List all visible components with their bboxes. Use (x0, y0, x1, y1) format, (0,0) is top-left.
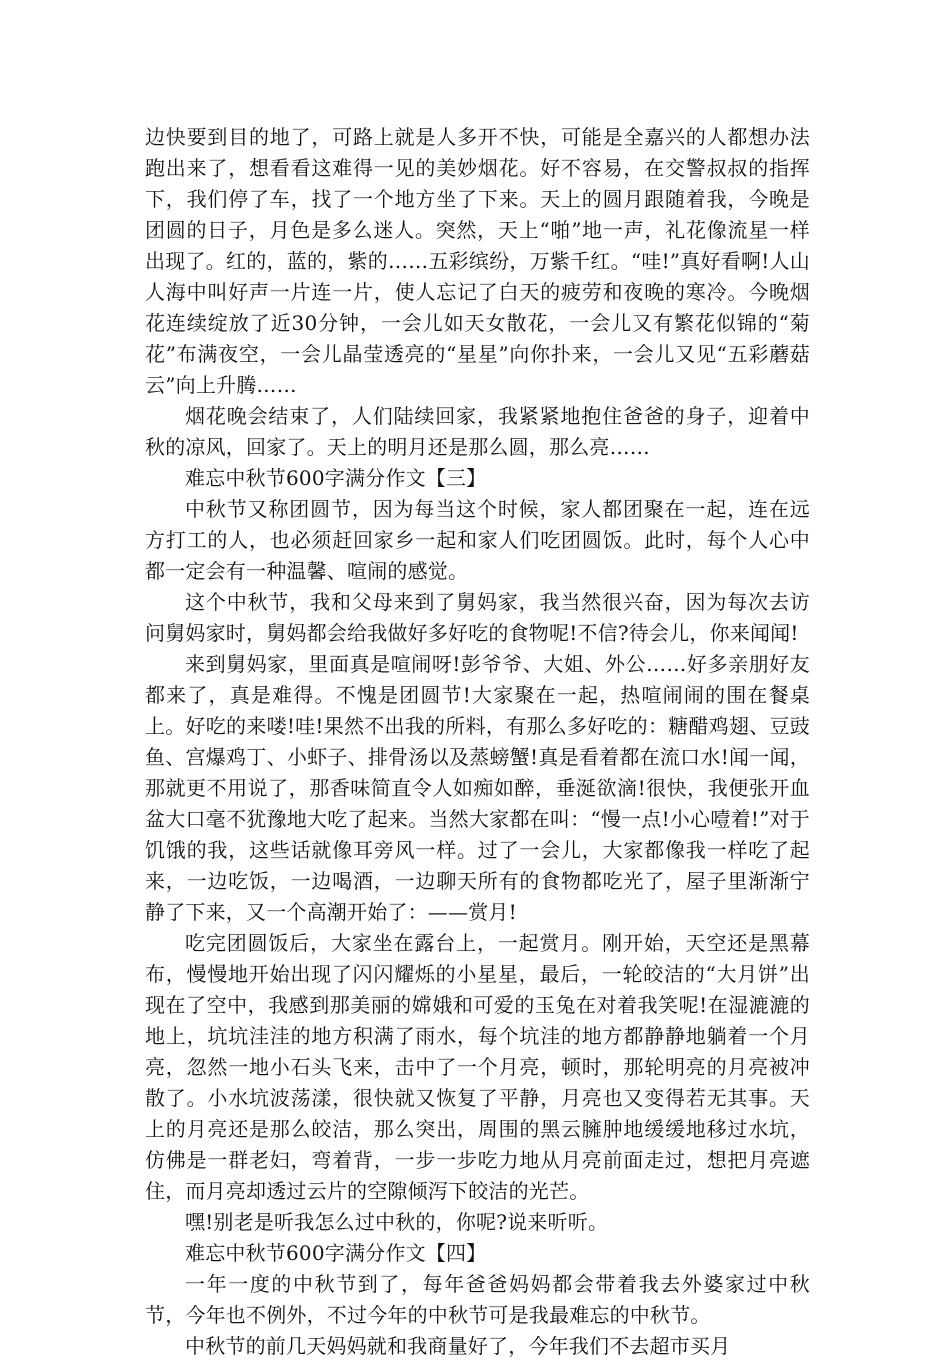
paragraph-going-home: 烟花晚会结束了，人们陆续回家，我紧紧地抱住爸爸的身子，迎着中秋的凉风，回家了。天上的明月还是那么圆，那么亮…… (145, 404, 810, 459)
paragraph-fireworks: 边快要到目的地了，可路上就是人多开不快，可能是全嘉兴的人都想办法跑出来了，想看看这难得一见的美妙烟花。好不容易，在交警叔叔的指挥下，我们停了车，找了一个地方坐了下来。天上的圆月跟随着我，今晚是团圆的日子，月色是多么迷人。突然，天上“啪”地一声，礼花像流星一样出现了。红的，蓝的，紫的……五彩缤纷，万紫千红。“哇!”真好看啊!人山人海中叫好声一片连一片，使人忘记了白天的疲劳和夜晚的寒冷。今晚烟花连续绽放了近30分钟，一会儿如天女散花，一会儿又有繁花似锦的“菊花”布满夜空，一会儿晶莹透亮的“星星”向你扑来，一会儿又见“五彩蘑菇云”向上升腾…… (145, 125, 810, 397)
paragraph-visit-aunt: 这个中秋节，我和父母来到了舅妈家，我当然很兴奋，因为每次去访问舅妈家时，舅妈都会给我做好多好吃的食物呢!不信?待会儿，你来闻闻! (145, 590, 810, 645)
document-page (145, 122, 810, 1362)
paragraph-grandma-house: 一年一度的中秋节到了，每年爸爸妈妈都会带着我去外婆家过中秋节，今年也不例外，不过今年的中秋节可是我最难忘的中秋节。 (145, 1272, 810, 1327)
paragraph-mooncake-plan: 中秋节的前几天妈妈就和我商量好了，今年我们不去超市买月 (185, 1334, 731, 1358)
paragraph-dinner: 来到舅妈家，里面真是喧闹呀!彭爷爷、大姐、外公……好多亲朋好友都来了，真是难得。不愧是团圆节!大家聚在一起，热喧闹闹的围在餐桌上。好吃的来喽!哇!果然不出我的所料，有那么多好吃的：糖醋鸡翅、豆豉鱼、宫爆鸡丁、小虾子、排骨汤以及蒸螃蟹!真是看着都在流口水!闻一闻，那就更不用说了，那香味简直令人如痴如醉，垂涎欲滴!很快，我便张开血盆大口毫不犹豫地大吃了起来。当然大家都在叫：“慢一点!小心噎着!”对于饥饿的我，这些话就像耳旁风一样。过了一会儿，大家都像我一样吃了起来，一边吃饭，一边喝酒，一边聊天所有的食物都吃光了，屋子里渐渐宁静了下来，又一个高潮开始了：——赏月! (145, 652, 810, 924)
paragraph-moon-viewing: 吃完团圆饭后，大家坐在露台上，一起赏月。刚开始，天空还是黑幕布，慢慢地开始出现了闪闪耀烁的小星星，最后，一轮皎洁的“大月饼”出现在了空中，我感到那美丽的嫦娥和可爱的玉兔在对着我笑呢!在湿漉漉的地上，坑坑洼洼的地方积满了雨水，每个坑洼的地方都静静地躺着一个月亮，忽然一地小石头飞来，击中了一个月亮，顿时，那轮明亮的月亮被冲散了。小水坑波荡漾，很快就又恢复了平静，月亮也又变得若无其事。天上的月亮还是那么皎洁，那么突出，周围的黑云臃肿地缓缓地移过水坑，仿佛是一群老妇，弯着背，一步一步吃力地从月亮前面走过，想把月亮遮住，而月亮却透过云片的空隙倾泻下皎洁的光芒。 (145, 931, 810, 1203)
paragraph-your-turn: 嘿!别老是听我怎么过中秋的，你呢?说来听听。 (185, 1210, 609, 1234)
paragraph-reunion-festival: 中秋节又称团圆节，因为每当这个时候，家人都团聚在一起，连在远方打工的人，也必须赶回家乡一起和家人们吃团圆饭。此时，每个人心中都一定会有一种温馨、喧闹的感觉。 (145, 497, 810, 583)
section-heading-four: 难忘中秋节600字满分作文【四】 (185, 1241, 487, 1265)
section-heading-three: 难忘中秋节600字满分作文【三】 (185, 466, 487, 490)
